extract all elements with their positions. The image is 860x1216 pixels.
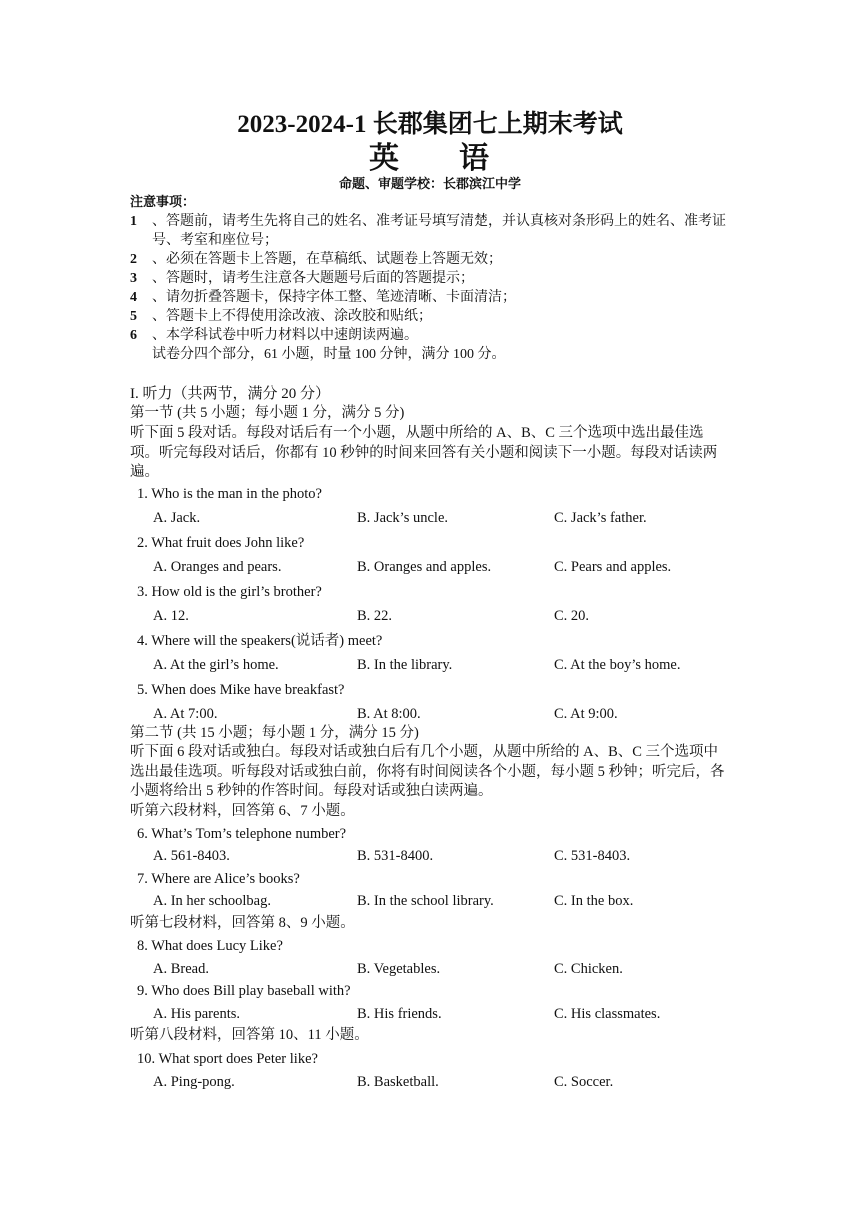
option-a: A. Bread. — [153, 961, 209, 977]
question-4: 4. Where will the speakers(说话者) meet? — [137, 633, 383, 649]
note-item — [130, 326, 734, 345]
option-a: A. His parents. — [153, 1006, 240, 1022]
option-c: C. 531-8403. — [554, 848, 631, 864]
question-6: 6. What’s Tom’s telephone number? — [137, 826, 347, 842]
question-10: 10. What sport does Peter like? — [137, 1051, 318, 1067]
option-a: A. At 7:00. — [153, 706, 218, 722]
section-listening-title: I. 听力（共两节，满分 20 分） — [130, 386, 330, 402]
exam-summary: 试卷分四个部分，61 小题，时量 100 分钟，满分 100 分。 — [152, 347, 506, 362]
option-c: C. 20. — [554, 608, 590, 624]
question-3: 3. How old is the girl’s brother? — [137, 584, 322, 600]
option-b: B. 22. — [357, 608, 393, 624]
note-item — [130, 288, 734, 307]
note-number: 2 — [130, 252, 137, 267]
option-b: B. Vegetables. — [357, 961, 441, 977]
subject-char-1: 英 — [369, 142, 401, 175]
note-text: 、答题时，请考生注意各大题题号后面的答题提示； — [152, 271, 474, 286]
option-b: B. His friends. — [357, 1006, 442, 1022]
note-number: 3 — [130, 271, 137, 286]
question-8: 8. What does Lucy Like? — [137, 938, 283, 954]
note-number: 6 — [130, 328, 137, 343]
option-b: B. Jack’s uncle. — [357, 510, 449, 526]
note-number: 5 — [130, 309, 137, 324]
question-5: 5. When does Mike have breakfast? — [137, 682, 345, 698]
option-a: A. Oranges and pears. — [153, 559, 282, 575]
option-a: A. In her schoolbag. — [153, 893, 271, 909]
subject-heading — [0, 141, 860, 177]
listen-material-6: 听第六段材料，回答第 6、7 小题。 — [130, 803, 355, 819]
option-c: C. His classmates. — [554, 1006, 661, 1022]
part2-heading: 第二节 (共 15 小题；每小题 1 分，满分 15 分) — [130, 725, 419, 741]
option-a: A. Ping-pong. — [153, 1074, 235, 1090]
option-a: A. 561-8403. — [153, 848, 230, 864]
note-text: 、本学科试卷中听力材料以中速朗读两遍。 — [152, 328, 418, 343]
option-c: C. In the box. — [554, 893, 634, 909]
option-b: B. In the library. — [357, 657, 453, 673]
note-text: 、答题卡上不得使用涂改液、涂改胶和贴纸； — [152, 309, 432, 324]
part1-instruction: 听下面 5 段对话。每段对话后有一个小题，从题中所给的 A、B、C 三个选项中选出最佳选项。听完每段对话后，你都有 10 秒钟的时间来回答有关小题和阅读下一小题。每段对话读两遍。 — [130, 425, 718, 480]
note-text: 、必须在答题卡上答题，在草稿纸、试题卷上答题无效； — [152, 252, 502, 267]
option-b: B. At 8:00. — [357, 706, 421, 722]
note-number: 4 — [130, 290, 137, 305]
note-item — [130, 212, 734, 250]
note-text: 、答题前，请考生先将自己的姓名、准考证号填写清楚，并认真核对条形码上的姓名、准考证号、考室和座位号； — [152, 214, 726, 248]
note-text: 、请勿折叠答题卡，保持字体工整、笔迹清晰、卡面清洁； — [152, 290, 516, 305]
option-a: A. 12. — [153, 608, 189, 624]
listen-material-7: 听第七段材料，回答第 8、9 小题。 — [130, 915, 355, 931]
listen-material-8: 听第八段材料，回答第 10、11 小题。 — [130, 1027, 369, 1043]
question-9: 9. Who does Bill play baseball with? — [137, 983, 351, 999]
option-c: C. Pears and apples. — [554, 559, 672, 575]
option-b: B. In the school library. — [357, 893, 494, 909]
exam-title: 2023-2024-1 长郡集团七上期末考试 — [237, 111, 623, 138]
option-c: C. Soccer. — [554, 1074, 614, 1090]
part1-heading: 第一节 (共 5 小题；每小题 1 分，满分 5 分) — [130, 405, 405, 421]
notes-heading: 注意事项： — [130, 195, 196, 210]
option-c: C. At the boy’s home. — [554, 657, 681, 673]
question-1: 1. Who is the man in the photo? — [137, 486, 322, 502]
note-number: 1 — [130, 214, 137, 229]
setter-school: 命题、审题学校：长郡滨江中学 — [338, 177, 521, 192]
subject-char-2: 语 — [459, 142, 491, 175]
option-a: A. Jack. — [153, 510, 201, 526]
question-7: 7. Where are Alice’s books? — [137, 871, 300, 887]
option-b: B. 531-8400. — [357, 848, 434, 864]
option-c: C. Jack’s father. — [554, 510, 647, 526]
notes-list — [130, 212, 734, 364]
option-b: B. Oranges and apples. — [357, 559, 492, 575]
note-item — [130, 307, 734, 326]
question-2: 2. What fruit does John like? — [137, 535, 305, 551]
option-c: C. At 9:00. — [554, 706, 618, 722]
option-a: A. At the girl’s home. — [153, 657, 279, 673]
part2-instruction: 听下面 6 段对话或独白。每段对话或独白后有几个小题，从题中所给的 A、B、C 三个选项中选出最佳选项。听每段对话或独白前，你将有时间阅读各个小题，每小题 5 秒钟；听完后，各小题将给出 5 秒钟的作答时间。每段对话或独白读两遍。 — [130, 744, 725, 799]
option-b: B. Basketball. — [357, 1074, 439, 1090]
option-c: C. Chicken. — [554, 961, 623, 977]
note-item — [130, 250, 734, 269]
note-item — [130, 269, 734, 288]
